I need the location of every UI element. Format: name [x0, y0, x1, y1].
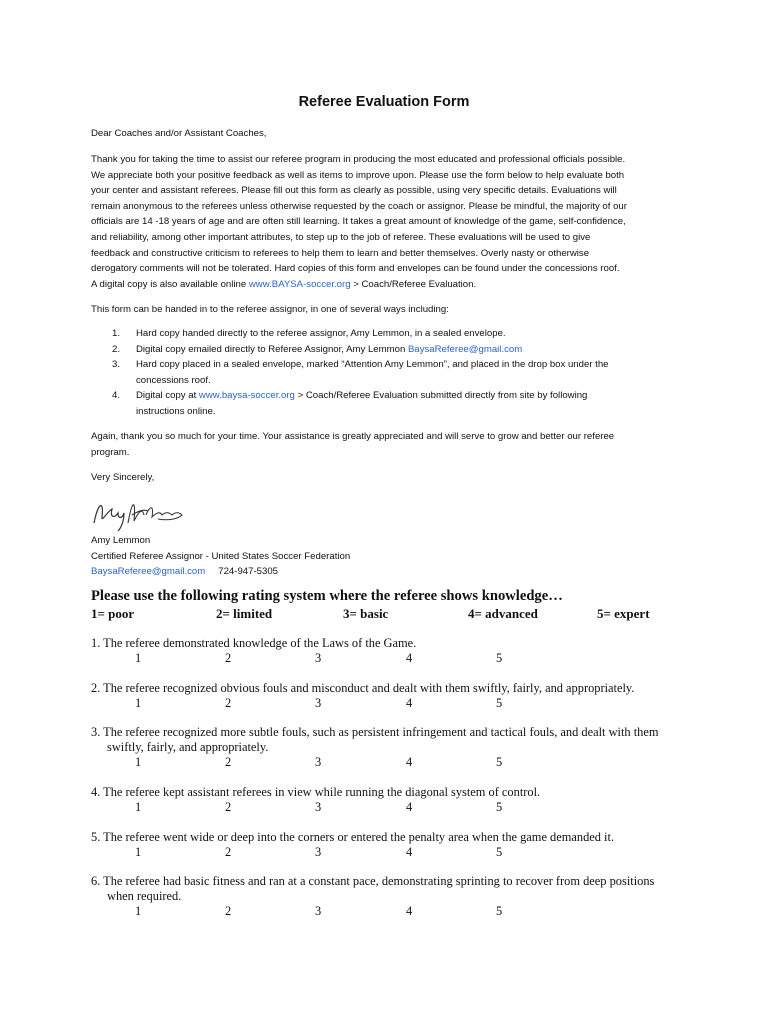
rating-option[interactable]: 2: [225, 651, 232, 665]
signature-image: [88, 493, 188, 535]
rating-option[interactable]: 3: [315, 800, 322, 814]
question-3: [91, 725, 691, 755]
intro-digital-line: [91, 277, 687, 293]
rating-option[interactable]: 1: [135, 755, 142, 769]
rating-option[interactable]: 4: [406, 755, 413, 769]
signer-email-link[interactable]: BaysaReferee@gmail.com: [91, 566, 206, 578]
rating-option[interactable]: 3: [315, 755, 322, 769]
intro-digital-suffix: > Coach/Referee Evaluation.: [350, 278, 477, 290]
scale-label-basic: 3= basic: [343, 606, 389, 621]
rating-option[interactable]: 5: [496, 696, 503, 710]
handin-text: This form can be handed in to the referee assignor, in one of several ways including:: [91, 304, 449, 315]
rating-option[interactable]: 4: [406, 800, 413, 814]
list-text: Digital copy emailed directly to Referee Assignor, Amy Lemmon: [136, 343, 408, 355]
signer-phone: 724-947-5305: [218, 566, 278, 578]
list-item: [112, 357, 672, 388]
thanks-paragraph: [91, 429, 687, 460]
question-2: [91, 681, 691, 696]
rating-options-q5: [0, 845, 768, 861]
rating-option[interactable]: 5: [496, 800, 503, 814]
intro-line: feedback and constructive criticism to referees to help them to learn and better themselves. Overly nasty or otherwise: [91, 247, 590, 259]
list-text-continued: concessions roof.: [136, 374, 211, 386]
baysa-website-link[interactable]: www.BAYSA-soccer.org: [248, 278, 351, 290]
question-1: [91, 636, 691, 651]
thanks-line: Again, thank you so much for your time. Your assistance is greatly appreciated and will serve to grow and better our referee: [91, 431, 615, 442]
question-text: 4. The referee kept assistant referees in view while running the diagonal system of control.: [91, 785, 541, 799]
rating-options-q2: [0, 696, 768, 712]
question-text-continued: when required.: [107, 889, 182, 903]
rating-options-q3: [0, 755, 768, 771]
question-6: [91, 874, 691, 904]
rating-option[interactable]: 2: [225, 755, 232, 769]
list-text: Hard copy placed in a sealed envelope, marked “Attention Amy Lemmon”, and placed in the drop box under the: [136, 359, 609, 371]
rating-option[interactable]: 2: [225, 845, 232, 859]
intro-line: and reliability, among other important attributes, to step up to the job of referee. These evaluations will be used to give: [91, 231, 591, 243]
rating-heading: Please use the following rating system where the referee shows knowledge…: [91, 588, 563, 604]
list-text-continued: instructions online.: [136, 405, 216, 417]
email-link[interactable]: BaysaReferee@gmail.com: [407, 343, 523, 355]
list-number: 2.: [112, 343, 121, 355]
rating-option[interactable]: 3: [315, 696, 322, 710]
rating-option[interactable]: 5: [496, 651, 503, 665]
list-item: [112, 326, 672, 342]
rating-options-q6: [0, 904, 768, 920]
rating-option[interactable]: 2: [225, 696, 232, 710]
thanks-line: program.: [91, 446, 130, 458]
signer-name: Amy Lemmon: [91, 535, 151, 546]
rating-option[interactable]: 5: [496, 755, 503, 769]
rating-option[interactable]: 3: [315, 904, 322, 918]
rating-option[interactable]: 4: [406, 845, 413, 859]
rating-option[interactable]: 2: [225, 904, 232, 918]
list-item: [112, 342, 672, 358]
rating-option[interactable]: 5: [496, 904, 503, 918]
rating-option[interactable]: 4: [406, 904, 413, 918]
rating-option[interactable]: 5: [496, 845, 503, 859]
intro-line: your center and assistant referees. Please fill out this form as clearly as possible, using very specific details. Evaluations will: [91, 185, 617, 197]
intro-line: Thank you for taking the time to assist our referee program in producing the most educated and professional officials possible.: [91, 154, 626, 165]
intro-line: We appreciate both your positive feedback as well as items to improve upon. Please use the form below to help evaluate both: [91, 169, 625, 181]
question-text: 5. The referee went wide or deep into the corners or entered the penalty area when the game demanded it.: [91, 830, 615, 844]
scale-label-limited: 2= limited: [216, 606, 273, 621]
list-number: 4.: [112, 390, 121, 402]
rating-options-q1: [0, 651, 768, 667]
scale-label-advanced: 4= advanced: [468, 606, 538, 621]
intro-line: remain anonymous to the referees unless otherwise requested by the coach or assignor. Please be mindful, the majority of our: [91, 200, 627, 212]
question-text: 6. The referee had basic fitness and ran at a constant pace, demonstrating sprinting to recover from deep positions: [91, 874, 655, 888]
signer-contact: [91, 564, 687, 580]
list-text: Digital copy at: [136, 390, 199, 402]
signer-title: Certified Referee Assignor - United States Soccer Federation: [91, 550, 351, 562]
rating-options-q4: [0, 800, 768, 816]
rating-option[interactable]: 3: [315, 845, 322, 859]
rating-option[interactable]: 3: [315, 651, 322, 665]
question-text: 3. The referee recognized more subtle fouls, such as persistent infringement and tactical fouls, and dealt with them: [91, 725, 659, 739]
closing: Very Sincerely,: [91, 472, 155, 483]
rating-option[interactable]: 4: [406, 696, 413, 710]
scale-label-poor: 1= poor: [91, 606, 135, 621]
list-number: 3.: [112, 359, 121, 371]
question-5: [91, 830, 691, 845]
list-text: Hard copy handed directly to the referee assignor, Amy Lemmon, in a sealed envelope.: [136, 328, 506, 339]
signer-block: [91, 533, 687, 580]
rating-option[interactable]: 1: [135, 800, 142, 814]
question-text: 1. The referee demonstrated knowledge of the Laws of the Game.: [91, 636, 417, 650]
rating-option[interactable]: 4: [406, 651, 413, 665]
rating-option[interactable]: 1: [135, 651, 142, 665]
list-item: [112, 388, 672, 419]
rating-option[interactable]: 1: [135, 696, 142, 710]
intro-line: derogatory comments will not be tolerated. Hard copies of this form and envelopes can be found under the concessions roof.: [91, 263, 620, 275]
submission-methods-list: [112, 326, 672, 420]
baysa-website-link[interactable]: www.baysa-soccer.org: [198, 390, 295, 402]
intro-paragraph: [91, 152, 687, 292]
rating-option[interactable]: 1: [135, 904, 142, 918]
page-title: Referee Evaluation Form: [298, 94, 470, 110]
question-4: [91, 785, 691, 800]
question-text: 2. The referee recognized obvious fouls and misconduct and dealt with them swiftly, fairly, and appropriately.: [91, 681, 635, 695]
intro-digital-prefix: A digital copy is also available online: [91, 278, 249, 290]
rating-option[interactable]: 1: [135, 845, 142, 859]
salutation: Dear Coaches and/or Assistant Coaches,: [91, 128, 267, 139]
list-number: 1.: [112, 328, 121, 339]
intro-line: officials are 14 -18 years of age and are often still learning. It takes a great amount of knowledge of the game, self-confidence,: [91, 216, 626, 228]
scale-label-expert: 5= expert: [597, 606, 650, 621]
list-text-suffix: > Coach/Referee Evaluation submitted directly from site by following: [294, 390, 588, 402]
rating-option[interactable]: 2: [225, 800, 232, 814]
question-text-continued: swiftly, fairly, and appropriately.: [107, 740, 269, 754]
